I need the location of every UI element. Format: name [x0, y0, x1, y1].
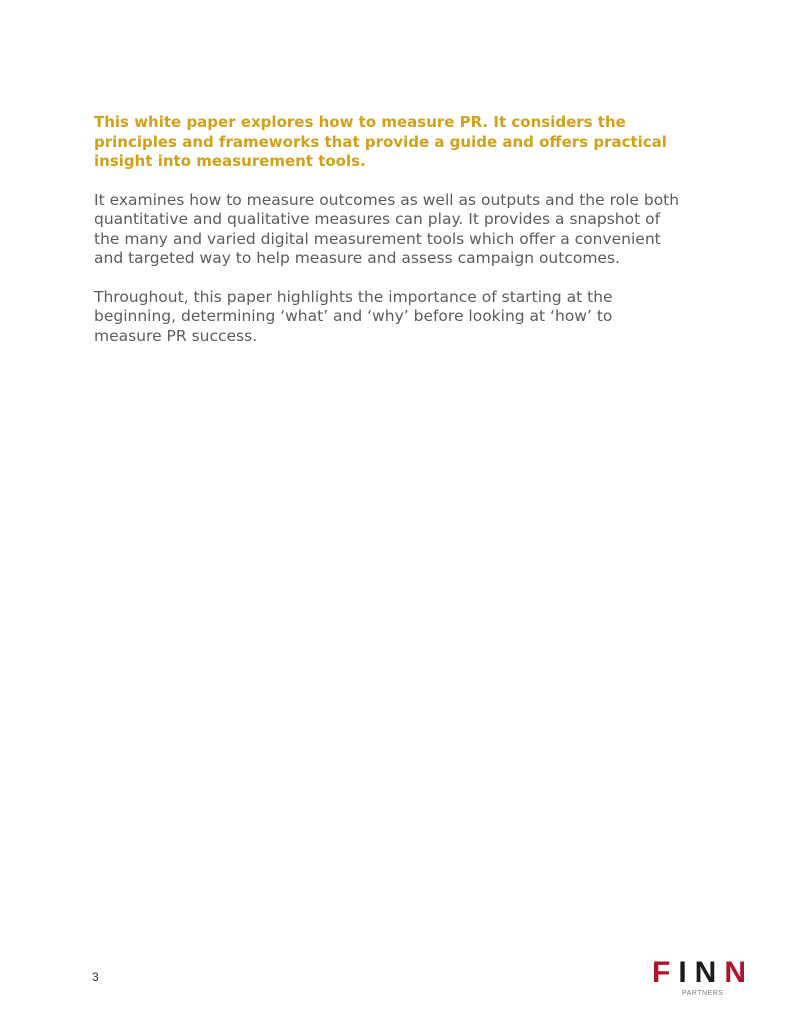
logo-subtitle: PARTNERS	[682, 990, 724, 997]
logo-letter: N	[694, 956, 725, 989]
finn-partners-logo	[652, 958, 764, 1002]
body-paragraph: It examines how to measure outcomes as well as outputs and the role both quantitative and qualitative measures can play. It provides a snapshot of the many and varied digital measurement tools which offer a convenient and targeted way to help measure and assess campaign outcomes.	[94, 190, 680, 267]
page-number: 3	[92, 970, 99, 984]
logo-letter: I	[678, 956, 695, 989]
logo-letter: N	[724, 956, 755, 989]
page-content	[94, 113, 684, 346]
body-paragraph: Throughout, this paper highlights the importance of starting at the beginning, determining ‘what’ and ‘why’ before looking at ‘how’ to measure PR success.	[94, 287, 613, 345]
logo-wordmark	[652, 958, 754, 988]
logo-letter: F	[652, 956, 679, 989]
intro-paragraph: This white paper explores how to measure PR. It considers the principles and frameworks that provide a guide and offers practical insight into measurement tools.	[94, 113, 667, 170]
